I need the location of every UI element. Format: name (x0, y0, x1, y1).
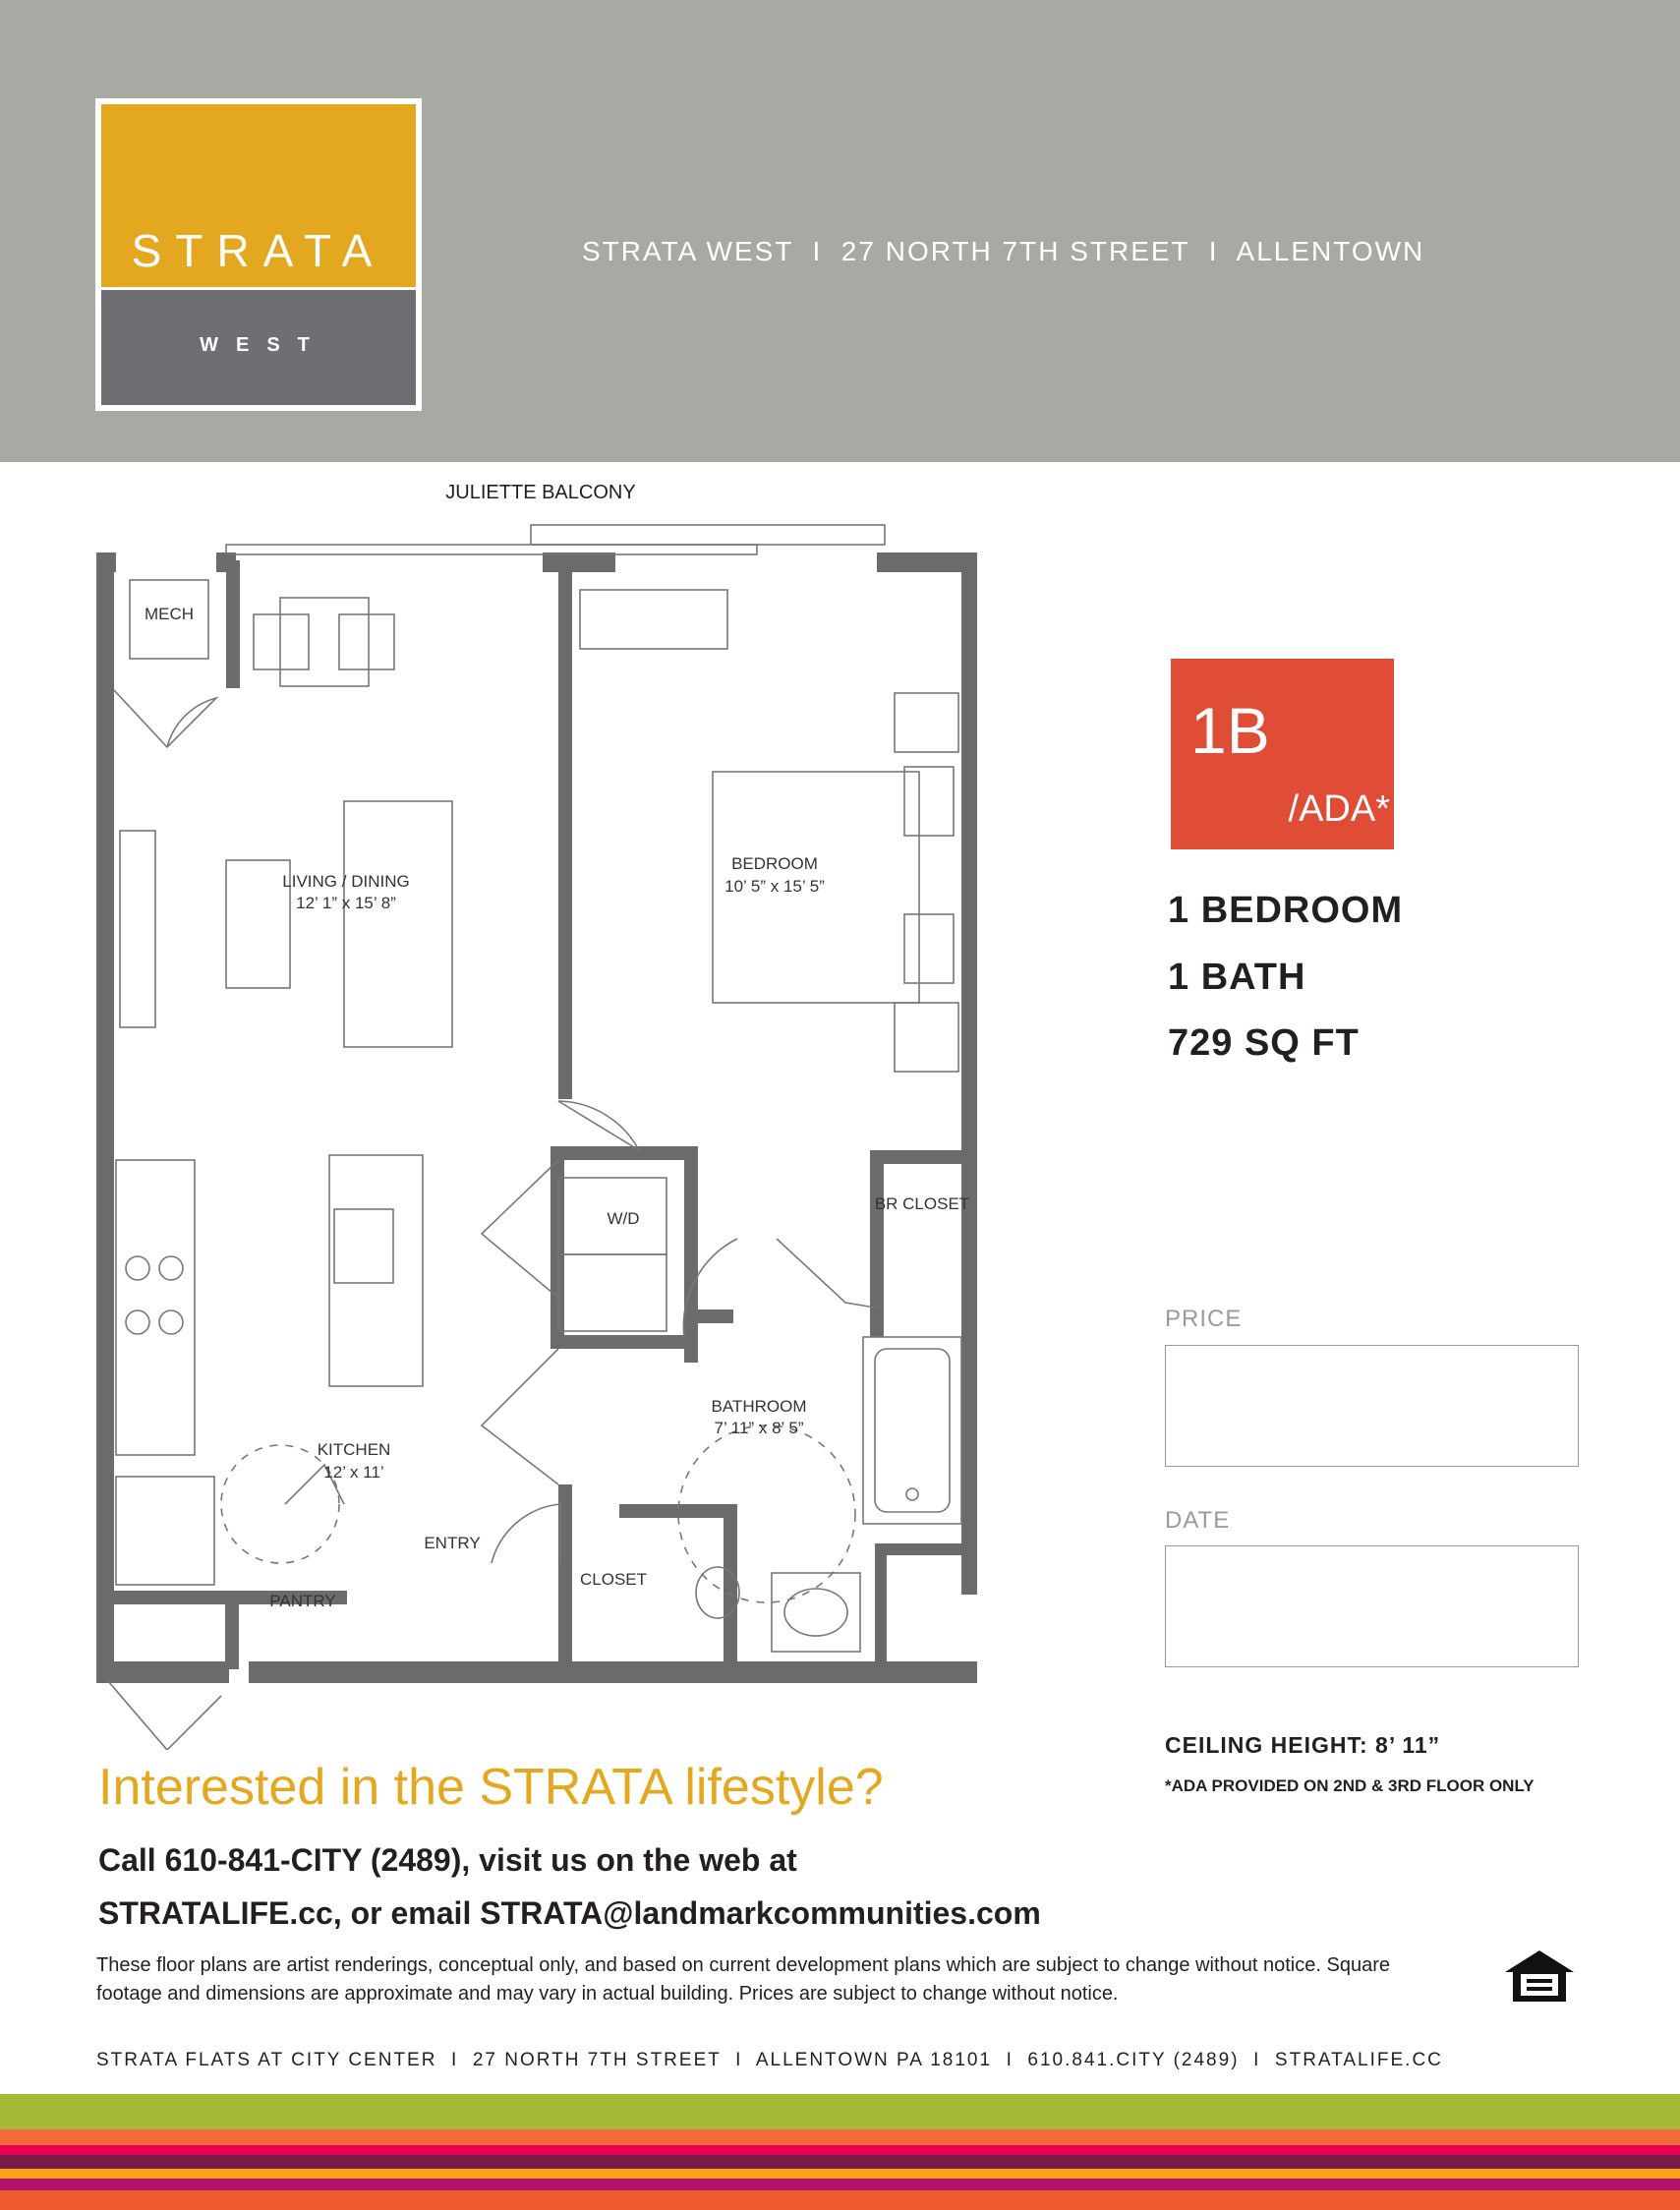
walls (96, 552, 977, 1683)
mech-label: MECH (144, 605, 195, 623)
logo-gold-block (101, 104, 416, 287)
logo-title: STRATA (131, 225, 386, 276)
bath-count: 1 BATH (1168, 957, 1306, 998)
logo-gray-block (101, 290, 416, 405)
color-stripe (0, 2155, 1680, 2169)
floor-plan-drawing (88, 482, 993, 1750)
living-label: LIVING / DINING (282, 872, 410, 891)
ceiling-height: CEILING HEIGHT: 8’ 11” (1165, 1732, 1441, 1758)
unit-code: 1B (1190, 694, 1270, 767)
price-label: PRICE (1165, 1306, 1243, 1332)
footer: STRATA FLATS AT CITY CENTER I 27 NORTH 7TH STREET I ALLENTOWN PA 18101 I 610.841.CITY (2489) I STRATALIFE.CC (96, 2050, 1443, 2070)
kitchen-label: KITCHEN (317, 1440, 391, 1459)
logo-subtitle: WEST (200, 334, 327, 356)
price-field[interactable] (1165, 1345, 1579, 1467)
fixtures (108, 525, 961, 1750)
pantry-label: PANTRY (269, 1592, 336, 1610)
color-stripe (0, 2145, 1680, 2155)
color-stripe (0, 2129, 1680, 2145)
color-stripe (0, 2190, 1680, 2210)
date-field[interactable] (1165, 1545, 1579, 1667)
header-address: STRATA WEST I 27 NORTH 7TH STREET I ALLENTOWN (582, 236, 1425, 266)
bedroom-count: 1 BEDROOM (1168, 890, 1404, 931)
color-stripe (0, 2094, 1680, 2129)
disclaimer: These floor plans are artist renderings, conceptual only, and based on current development plans which are subject to change without notice. Square footage and dimensions are approximate and may vary in actual building. Prices are subject to change without notice. (96, 1954, 1390, 2005)
unit-suffix: /ADA* (1288, 788, 1390, 830)
living-dims: 12’ 1” x 15’ 8” (296, 894, 396, 912)
bathroom-label: BATHROOM (711, 1397, 807, 1416)
color-stripe (0, 2169, 1680, 2179)
contact-line-2: STRATALIFE.cc, or email STRATA@landmarkcommunities.com (98, 1895, 1041, 1931)
ada-note: *ADA PROVIDED ON 2ND & 3RD FLOOR ONLY (1165, 1776, 1535, 1795)
bathroom-dims: 7’ 11” x 8’ 5” (714, 1419, 804, 1437)
unit-badge (1171, 659, 1394, 849)
page-header (0, 0, 1680, 462)
entry-label: ENTRY (424, 1534, 481, 1552)
closet-label: CLOSET (579, 1570, 648, 1589)
wd-label: W/D (607, 1209, 640, 1228)
equal-housing-opportunity-icon (1503, 1948, 1576, 2004)
contact-line-1: Call 610-841-CITY (2489), visit us on the web at (98, 1842, 797, 1878)
floor-plan (88, 482, 993, 1750)
date-label: DATE (1165, 1507, 1231, 1534)
room-labels (145, 605, 969, 1610)
square-footage: 729 SQ FT (1168, 1022, 1360, 1064)
br-closet-label: BR CLOSET (874, 1194, 970, 1213)
balcony-label: JULIETTE BALCONY (445, 482, 636, 503)
strata-west-logo (95, 98, 422, 411)
color-stripe (0, 2179, 1680, 2190)
bedroom-dims: 10’ 5” x 15’ 5” (724, 877, 825, 896)
cta-headline: Interested in the STRATA lifestyle? (98, 1759, 884, 1816)
bedroom-label: BEDROOM (731, 854, 818, 873)
kitchen-dims: 12’ x 11’ (323, 1463, 384, 1482)
